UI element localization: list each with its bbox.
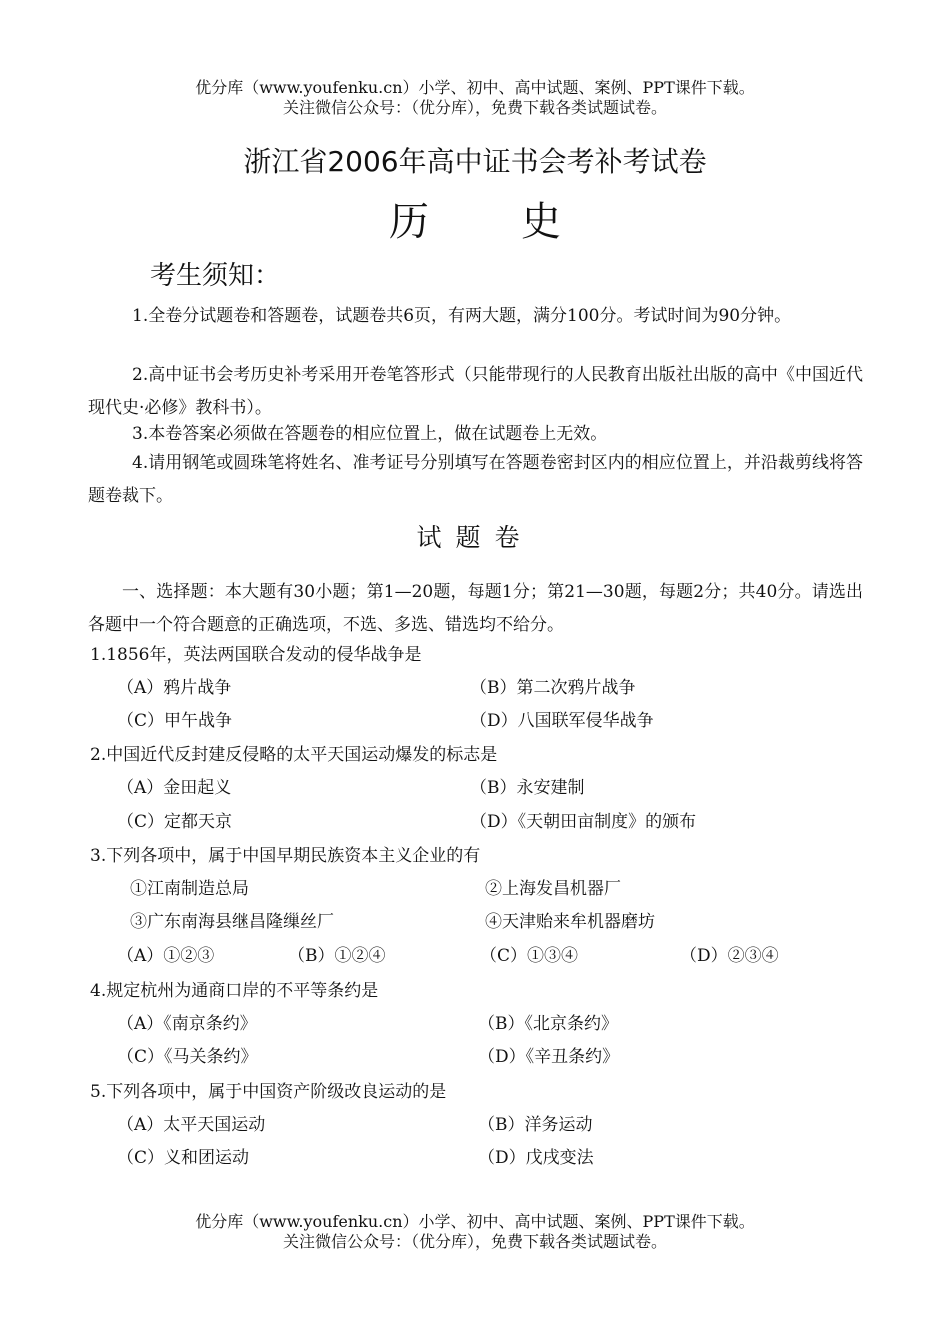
notice-item-1: 1.全卷分试题卷和答题卷，试题卷共6页，有两大题，满分100分。考试时间为90分钟。 — [132, 306, 792, 326]
question-3-option-d: （D）②③④ — [680, 946, 779, 966]
question-3-stem: 3.下列各项中，属于中国早期民族资本主义企业的有 — [90, 846, 481, 866]
question-1-option-a: （A）鸦片战争 — [117, 678, 232, 698]
question-2-option-d: （D）《天朝田亩制度》的颁布 — [470, 812, 697, 832]
part1-intro: 一、选择题：本大题有30小题；第1—20题，每题1分；第21—30题，每题2分；共40分。请选出各题中一个符合题意的正确选项，不选、多选、错选均不给分。 — [88, 582, 863, 635]
subject-title — [0, 190, 950, 247]
question-3-option-c: （C）①③④ — [480, 946, 579, 966]
question-4-stem: 4.规定杭州为通商口岸的不平等条约是 — [90, 981, 379, 1001]
question-5-stem: 5.下列各项中，属于中国资产阶级改良运动的是 — [90, 1082, 447, 1102]
notice-item-2: 2.高中证书会考历史补考采用开卷笔答形式（只能带现行的人民教育出版社出版的高中《中国近代现代史·必修》教科书）。 — [88, 365, 863, 418]
question-4-option-c: （C）《马关条约》 — [117, 1047, 258, 1067]
header-line-1: 优分库（www.youfenku.cn）小学、初中、高中试题、案例、PPT课件下载。 — [195, 78, 755, 97]
question-3-item-2: ②上海发昌机器厂 — [485, 879, 621, 899]
question-1-option-d: （D）八国联军侵华战争 — [470, 711, 654, 731]
question-5-option-a: （A）太平天国运动 — [117, 1115, 266, 1135]
question-1-option-c: （C）甲午战争 — [117, 711, 233, 731]
notice-heading: 考生须知： — [150, 261, 281, 291]
header-line-2: 关注微信公众号：（优分库），免费下载各类试题试卷。 — [282, 98, 667, 117]
question-2-option-b: （B）永安建制 — [470, 778, 585, 798]
notice-item-3: 3.本卷答案必须做在答题卷的相应位置上，做在试题卷上无效。 — [132, 424, 608, 444]
question-4-option-d: （D）《辛丑条约》 — [478, 1047, 620, 1067]
question-5-option-d: （D）戊戌变法 — [478, 1148, 594, 1168]
question-3-item-3: ③广东南海县继昌隆缫丝厂 — [130, 912, 334, 932]
question-1-option-b: （B）第二次鸦片战争 — [470, 678, 636, 698]
notice-item-4: 4.请用钢笔或圆珠笔将姓名、准考证号分别填写在答题卷密封区内的相应位置上，并沿裁剪线将答题卷裁下。 — [88, 453, 863, 506]
question-2-option-a: （A）金田起义 — [117, 778, 232, 798]
exam-title: 浙江省2006年高中证书会考补考试卷 — [243, 145, 707, 178]
question-2-option-c: （C）定都天京 — [117, 812, 233, 832]
question-5-option-c: （C）义和团运动 — [117, 1148, 250, 1168]
question-4-option-a: （A）《南京条约》 — [117, 1014, 257, 1034]
question-3-option-a: （A）①②③ — [117, 946, 215, 966]
footer-line-2: 关注微信公众号：（优分库），免费下载各类试题试卷。 — [282, 1232, 667, 1251]
question-5-option-b: （B）洋务运动 — [478, 1115, 593, 1135]
question-3-option-b: （B）①②④ — [288, 946, 386, 966]
subject-char-2: 史 — [521, 199, 561, 245]
section-title: 试题卷 — [416, 523, 534, 552]
footer-line-1: 优分库（www.youfenku.cn）小学、初中、高中试题、案例、PPT课件下载。 — [195, 1212, 755, 1231]
subject-char-1: 历 — [389, 199, 429, 245]
question-1-stem: 1.1856年，英法两国联合发动的侵华战争是 — [90, 645, 422, 665]
question-3-item-4: ④天津贻来牟机器磨坊 — [485, 912, 655, 932]
question-4-option-b: （B）《北京条约》 — [478, 1014, 618, 1034]
question-3-item-1: ①江南制造总局 — [130, 879, 249, 899]
question-2-stem: 2.中国近代反封建反侵略的太平天国运动爆发的标志是 — [90, 745, 498, 765]
